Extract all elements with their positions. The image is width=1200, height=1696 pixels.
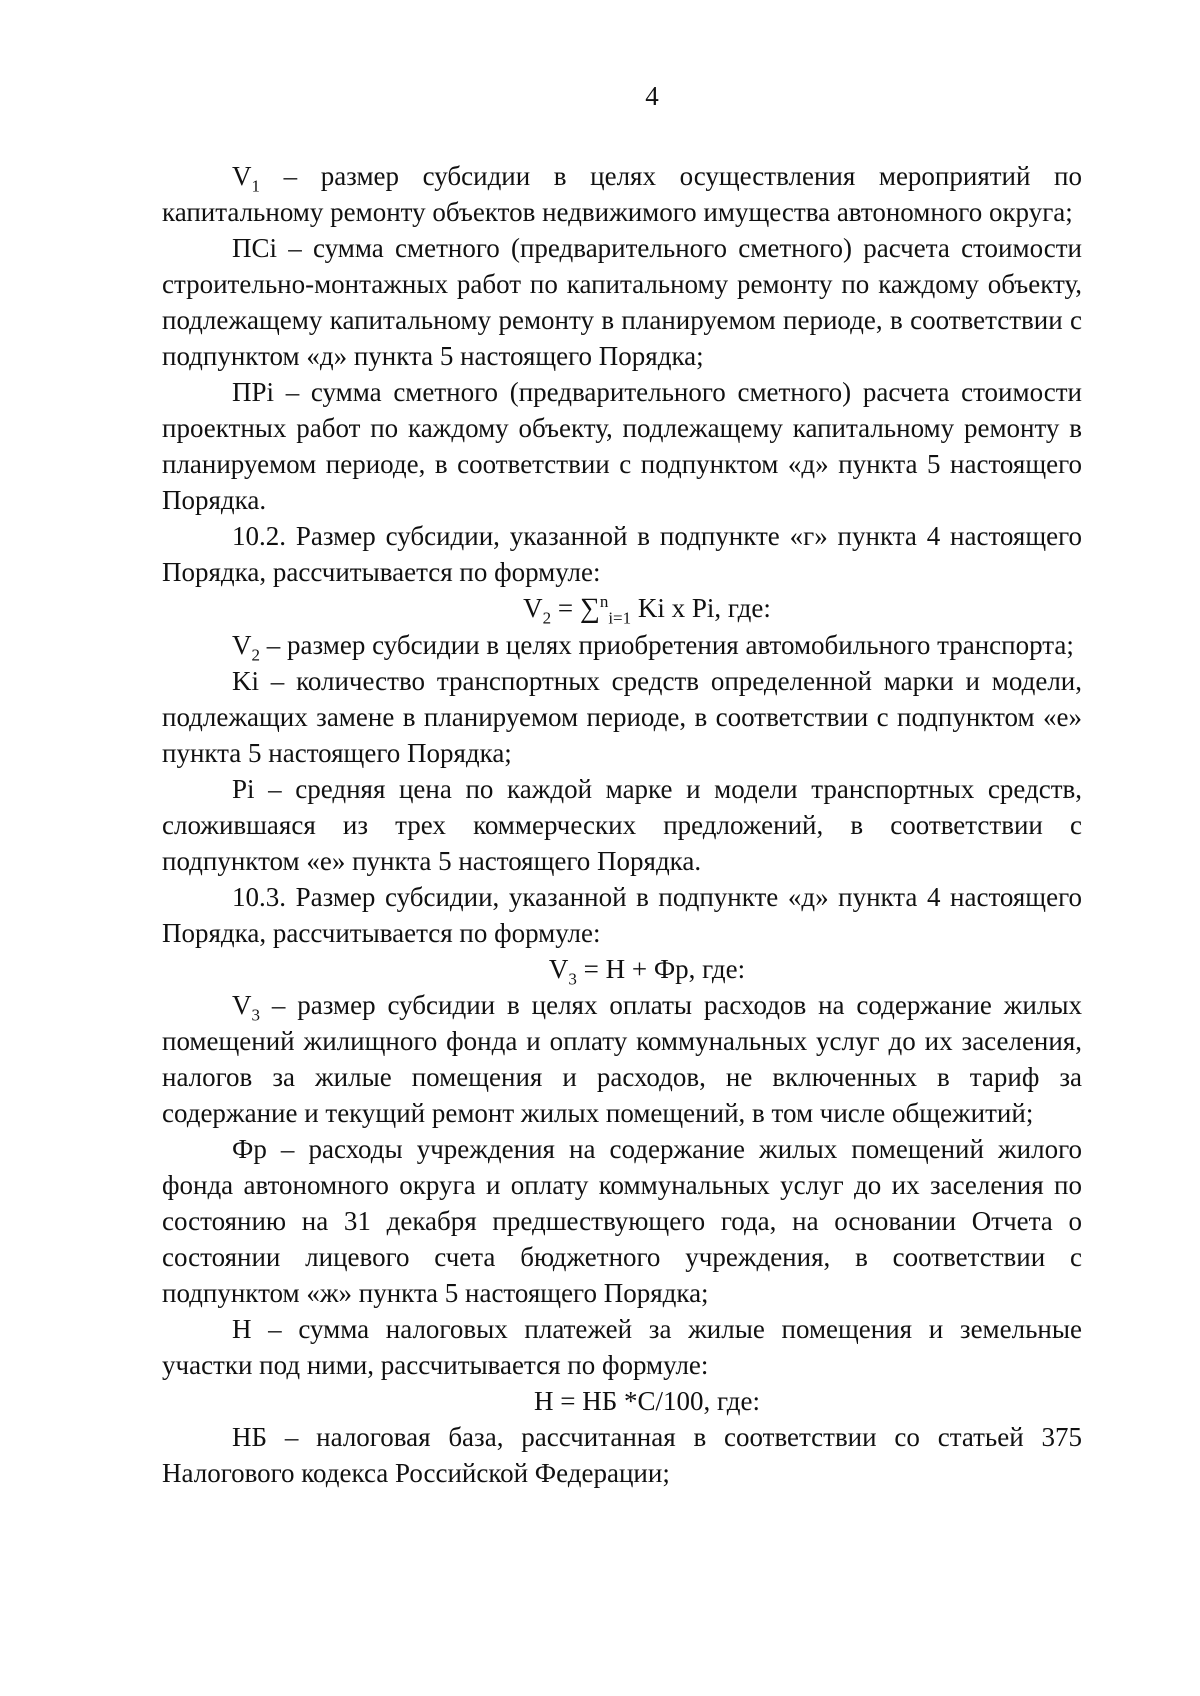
paragraph-fr-definition: Фр – расходы учреждения на содержание жилых помещений жилого фонда автономного округа и оплату коммунальных услуг до их заселения по состоянию на 31 декабря предшествующего года, на основании Отчета о состоянии лицевого счета бюджетного учреждения, в соответствии с подпунктом «ж» пункта 5 настоящего Порядка; [162,1134,1082,1308]
v3-symbol: V [232,990,252,1020]
formula-v2-lhs-sub: 2 [542,608,552,628]
v3-subscript: 3 [251,1005,260,1025]
paragraph-10-2: 10.2. Размер субсидии, указанной в подпункте «г» пункта 4 настоящего Порядка, рассчитывается по формуле: [162,521,1082,587]
v1-text: – размер субсидии в целях осуществления мероприятий по капитальному ремонту объектов недвижимого имущества автономного округа; [162,161,1082,227]
paragraph-nb-definition: НБ – налоговая база, рассчитанная в соответствии со статьей 375 Налогового кодекса Российской Федерации; [162,1422,1082,1488]
paragraph-v2-definition [162,627,1082,663]
page-number: 4 [645,81,659,111]
formula-v2 [162,590,1082,627]
v3-text: – размер субсидии в целях оплаты расходов на содержание жилых помещений жилищного фонда и оплату коммунальных услуг до их заселения, налогов за жилые помещения и расходов, не включенных в тариф за содержание и текущий ремонт жилых помещений, в том числе общежитий; [162,990,1082,1128]
sum-symbol: ∑ [579,593,600,624]
formula-v3 [162,951,1082,987]
paragraph-ki-definition: Ki – количество транспортных средств определенной марки и модели, подлежащих замене в планируемом периоде, в соответствии с подпунктом «е» пункта 5 настоящего Порядка; [162,666,1082,768]
sum-lower-limit: i=1 [608,608,632,628]
paragraph-v1-definition [162,158,1082,230]
formula-v2-eq: = [551,593,580,623]
formula-n: Н = НБ *С/100, где: [534,1386,760,1416]
v2-symbol: V [232,630,252,660]
v1-subscript: 1 [251,176,260,196]
sum-upper-limit: n [599,592,609,611]
paragraph-n-definition: Н – сумма налоговых платежей за жилые помещения и земельные участки под ними, рассчитывается по формуле: [162,1314,1082,1380]
paragraph-psi-definition: ПСi – сумма сметного (предварительного сметного) расчета стоимости строительно-монтажных работ по капитальному ремонту по каждому объекту, подлежащему капитальному ремонту в планируемом периоде, в соответствии с подпунктом «д» пункта 5 настоящего Порядка; [162,233,1082,371]
formula-v3-lhs: V [548,954,569,984]
v2-subscript: 2 [251,645,260,665]
v1-symbol: V [232,161,252,191]
paragraph-10-3: 10.3. Размер субсидии, указанной в подпункте «д» пункта 4 настоящего Порядка, рассчитывается по формуле: [162,882,1082,948]
paragraph-pri-definition: ПРi – сумма сметного (предварительного сметного) расчета стоимости проектных работ по каждому объекту, подлежащему капитальному ремонту в планируемом периоде, в соответствии с подпунктом «д» пункта 5 настоящего Порядка. [162,377,1082,515]
paragraph-pi-definition: Pi – средняя цена по каждой марке и модели транспортных средств, сложившаяся из трех коммерческих предложений, в соответствии с подпунктом «е» пункта 5 настоящего Порядка. [162,774,1082,876]
formula-v3-lhs-sub: 3 [568,969,577,989]
formula-v2-rhs: Ki x Pi, где: [631,593,771,623]
formula-v2-lhs: V [523,593,543,623]
v2-text: – размер субсидии в целях приобретения автомобильного транспорта; [260,630,1074,660]
paragraph-v3-definition [162,987,1082,1131]
formula-v3-rhs: = Н + Фр, где: [576,954,746,984]
